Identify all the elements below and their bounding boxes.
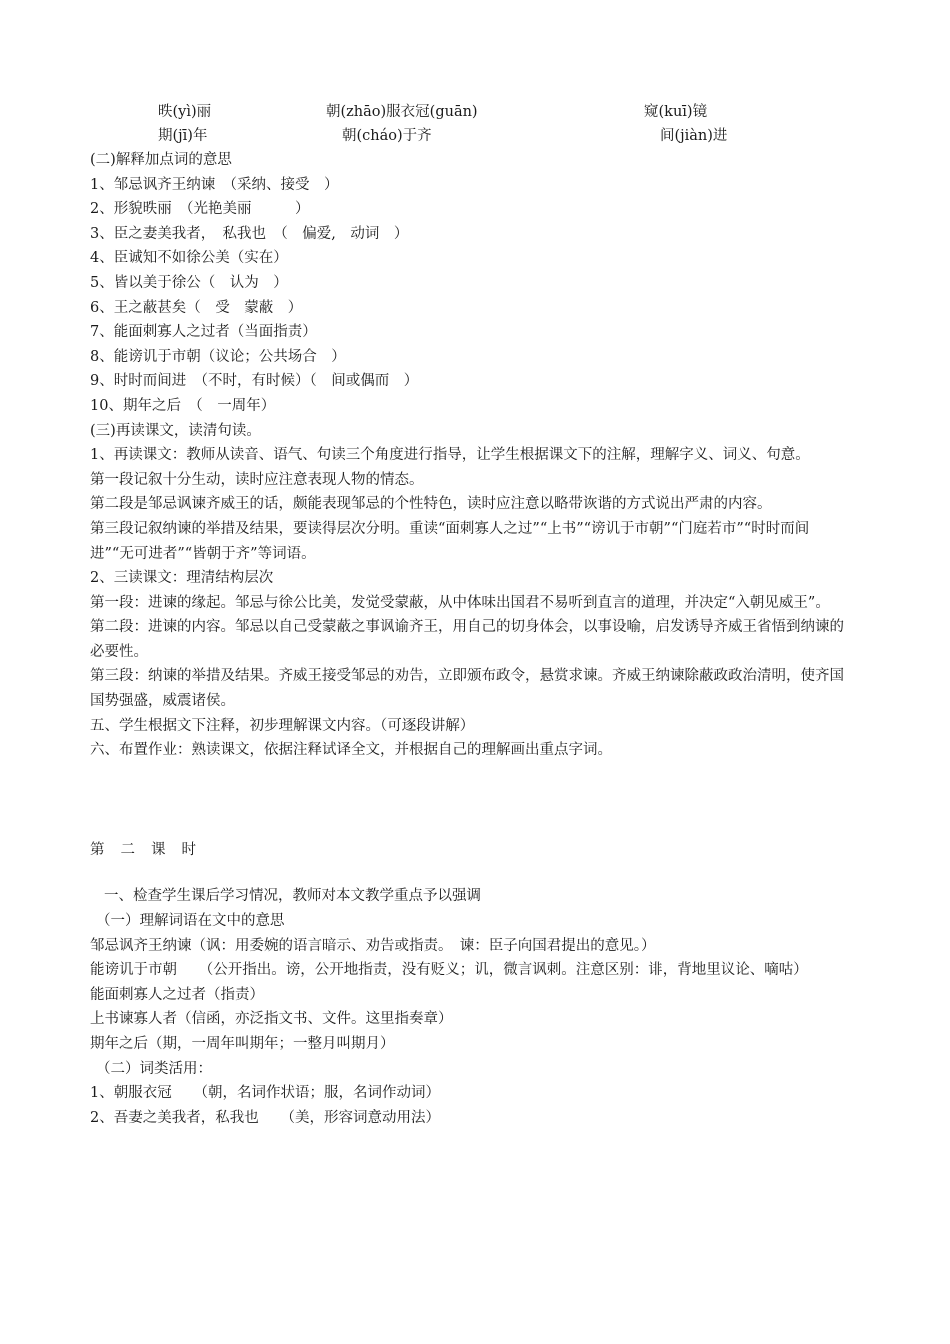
- pinyin-row: [90, 100, 850, 124]
- list-item: 能面刺寡人之过者（指责）: [90, 986, 264, 1003]
- list-item: 8、能谤讥于市朝（议论；公共场合 ）: [90, 348, 346, 365]
- list-item: 1、朝服衣冠 （朝，名词作状语；服，名词作动词）: [90, 1085, 440, 1102]
- paragraph: 一、检查学生课后学习情况，教师对本文教学重点予以强调: [104, 888, 481, 905]
- paragraph: 第一段：进谏的缘起。邹忌与徐公比美，发觉受蒙蔽，从中体味出国君不易听到直言的道理，并决定“入朝见威王”。: [90, 594, 830, 611]
- list-item: 上书谏寡人者（信函，亦泛指文书、文件。这里指奏章）: [90, 1011, 453, 1028]
- pinyin-item: 窥(kuī)镜: [644, 104, 708, 120]
- paragraph: 第二段：进谏的内容。邹忌以自己受蒙蔽之事讽谕齐王，用自己的切身体会，以事设喻，启发诱导齐威王省悟到纳谏的必要性。: [90, 619, 844, 660]
- section-heading: (二)解释加点词的意思: [90, 152, 232, 168]
- list-item: 5、皆以美于徐公（ 认为 ）: [90, 274, 288, 291]
- paragraph: 第三段：纳谏的举措及结果。齐威王接受邹忌的劝告，立即颁布政令，悬赏求谏。齐威王纳谏除蔽政政治清明，使齐国国势强盛，威震诸侯。: [90, 668, 844, 710]
- list-item: 7、能面刺寡人之过者（当面指责）: [90, 324, 317, 341]
- list-item: 10、期年之后 （ 一周年）: [90, 397, 276, 414]
- paragraph: 五、学生根据文下注释，初步理解课文内容。（可逐段讲解）: [90, 717, 475, 734]
- paragraph: 第一段记叙十分生动，读时应注意表现人物的情态。: [90, 471, 424, 488]
- pinyin-item: 昳(yì)丽: [158, 104, 212, 120]
- document-page: [90, 100, 850, 1130]
- list-item: 2、形貌昳丽 （光艳美丽 ）: [90, 201, 310, 218]
- pinyin-item: 期(jī)年: [158, 128, 208, 144]
- paragraph: 六、布置作业：熟读课文，依据注释试译全文，并根据自己的理解画出重点字词。: [90, 742, 612, 759]
- list-item: 6、王之蔽甚矣（ 受 蒙蔽 ）: [90, 299, 303, 316]
- pinyin-row: [90, 124, 850, 148]
- paragraph: 1、再读课文：教师从读音、语气、句读三个角度进行指导，让学生根据课文下的注解，理解字义、词义、句意。: [90, 447, 810, 464]
- lesson-title: 第二课时: [90, 841, 212, 858]
- paragraph: 第三段记叙纳谏的举措及结果，要读得层次分明。重读“面刺寡人之过”“上书”“谤讥于市朝”“门庭若市”“时时而间进”“无可进者”“皆朝于齐”等词语。: [90, 520, 810, 562]
- list-item: 2、吾妻之美我者，私我也 （美，形容词意动用法）: [90, 1109, 440, 1126]
- list-item: 能谤讥于市朝 （公开指出。谤，公开地指责，没有贬义；讥，微言讽刺。注意区别：诽，背地里议论、嘀咕）: [90, 962, 808, 979]
- section-heading: （二）词类活用：: [96, 1060, 212, 1077]
- list-item: 4、臣诚知不如徐公美（实在）: [90, 250, 288, 267]
- pinyin-item: 朝(cháo)于齐: [342, 128, 432, 144]
- section-heading: （一）理解词语在文中的意思: [96, 913, 285, 930]
- pinyin-item: 朝(zhāo)服衣冠(guān): [326, 104, 478, 120]
- list-item: 邹忌讽齐王纳谏（讽：用委婉的语言暗示、劝告或指责。 谏：臣子向国君提出的意见。）: [90, 937, 656, 954]
- pinyin-item: 间(jiàn)进: [660, 128, 728, 144]
- list-item: 期年之后（期，一周年叫期年；一整月叫期月）: [90, 1036, 395, 1052]
- list-item: 1、邹忌讽齐王纳谏 （采纳、接受 ）: [90, 176, 339, 193]
- list-item: 3、臣之妻美我者， 私我也 （ 偏爱, 动词 ）: [90, 225, 409, 242]
- paragraph: 第二段是邹忌讽谏齐威王的话，颇能表现邹忌的个性特色，读时应注意以略带诙谐的方式说出严肃的内容。: [90, 496, 772, 513]
- section-heading: (三)再读课文，读清句读。: [90, 422, 261, 439]
- paragraph: 2、三读课文：理清结构层次: [90, 570, 274, 587]
- list-item: 9、时时而间进 （不时，有时候）（ 间或偶而 ）: [90, 373, 419, 390]
